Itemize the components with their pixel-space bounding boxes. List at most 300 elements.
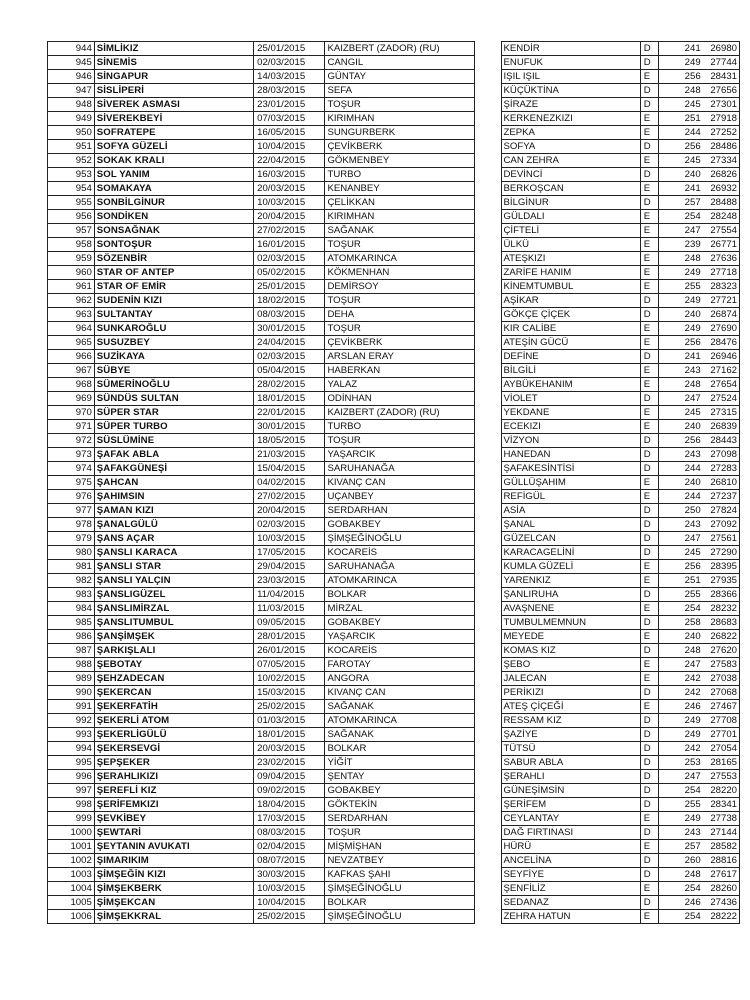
dam-name: VİZYON bbox=[501, 434, 640, 448]
gap-cell bbox=[474, 406, 501, 420]
row-number: 1000 bbox=[48, 826, 95, 840]
gap-cell bbox=[474, 224, 501, 238]
dam-name: KIR CALİBE bbox=[501, 322, 640, 336]
birth-date: 11/04/2015 bbox=[254, 588, 325, 602]
sex-code: D bbox=[640, 56, 658, 70]
horse-name: SİVEREKBEYİ bbox=[94, 112, 253, 126]
table-row bbox=[48, 910, 740, 924]
gap-cell bbox=[474, 812, 501, 826]
gap-cell bbox=[474, 532, 501, 546]
dam-name: ZEPKA bbox=[501, 126, 640, 140]
sex-code: E bbox=[640, 574, 658, 588]
birth-date: 05/02/2015 bbox=[254, 266, 325, 280]
birth-date: 10/03/2015 bbox=[254, 196, 325, 210]
horse-name: SÜPER TURBO bbox=[94, 420, 253, 434]
horse-name: ŞERİFEMKIZI bbox=[94, 798, 253, 812]
horse-name: SİSLİPERİ bbox=[94, 84, 253, 98]
sire-name: TOŞUR bbox=[325, 826, 474, 840]
sire-name: CANGIL bbox=[325, 56, 474, 70]
value-2: 28683 bbox=[703, 616, 740, 630]
dam-name: ÜLKÜ bbox=[501, 238, 640, 252]
horse-name: ŞANS AÇAR bbox=[94, 532, 253, 546]
value-2: 27718 bbox=[703, 266, 740, 280]
dam-name: HANEDAN bbox=[501, 448, 640, 462]
gap-cell bbox=[474, 364, 501, 378]
sire-name: ARSLAN ERAY bbox=[325, 350, 474, 364]
value-1: 246 bbox=[658, 896, 703, 910]
value-2: 27617 bbox=[703, 868, 740, 882]
sire-name: GÖKMENBEY bbox=[325, 154, 474, 168]
birth-date: 21/03/2015 bbox=[254, 448, 325, 462]
gap-cell bbox=[474, 602, 501, 616]
gap-cell bbox=[474, 504, 501, 518]
row-number: 997 bbox=[48, 784, 95, 798]
horse-name: ŞANSLI YALÇIN bbox=[94, 574, 253, 588]
dam-name: GÜLDALI bbox=[501, 210, 640, 224]
value-2: 27524 bbox=[703, 392, 740, 406]
gap-cell bbox=[474, 420, 501, 434]
horse-name: ŞAHIMSIN bbox=[94, 490, 253, 504]
table-row bbox=[48, 588, 740, 602]
value-2: 27708 bbox=[703, 714, 740, 728]
table-row bbox=[48, 42, 740, 56]
row-number: 952 bbox=[48, 154, 95, 168]
table-row bbox=[48, 644, 740, 658]
table-row bbox=[48, 756, 740, 770]
dam-name: BERKOŞCAN bbox=[501, 182, 640, 196]
birth-date: 17/03/2015 bbox=[254, 812, 325, 826]
value-2: 28248 bbox=[703, 210, 740, 224]
value-2: 28260 bbox=[703, 882, 740, 896]
sire-name: GOBAKBEY bbox=[325, 784, 474, 798]
horse-name: SUSUZBEY bbox=[94, 336, 253, 350]
gap-cell bbox=[474, 154, 501, 168]
gap-cell bbox=[474, 70, 501, 84]
row-number: 978 bbox=[48, 518, 95, 532]
sire-name: KAIZBERT (ZADOR) (RU) bbox=[325, 406, 474, 420]
row-number: 989 bbox=[48, 672, 95, 686]
row-number: 994 bbox=[48, 742, 95, 756]
dam-name: DAĞ FIRTINASI bbox=[501, 826, 640, 840]
sire-name: KAIZBERT (ZADOR) (RU) bbox=[325, 42, 474, 56]
birth-date: 25/02/2015 bbox=[254, 700, 325, 714]
birth-date: 08/07/2015 bbox=[254, 854, 325, 868]
value-1: 243 bbox=[658, 448, 703, 462]
birth-date: 10/04/2015 bbox=[254, 896, 325, 910]
value-2: 28488 bbox=[703, 196, 740, 210]
value-2: 27144 bbox=[703, 826, 740, 840]
horse-name: ŞANSLIMİRZAL bbox=[94, 602, 253, 616]
gap-cell bbox=[474, 322, 501, 336]
gap-cell bbox=[474, 756, 501, 770]
sex-code: E bbox=[640, 70, 658, 84]
birth-date: 15/03/2015 bbox=[254, 686, 325, 700]
value-2: 27098 bbox=[703, 448, 740, 462]
sire-name: YAŞARCIK bbox=[325, 630, 474, 644]
dam-name: YEKDANE bbox=[501, 406, 640, 420]
birth-date: 17/05/2015 bbox=[254, 546, 325, 560]
table-row bbox=[48, 476, 740, 490]
table-row bbox=[48, 336, 740, 350]
dam-name: ŞANLIRUHA bbox=[501, 588, 640, 602]
value-2: 28476 bbox=[703, 336, 740, 350]
value-2: 27690 bbox=[703, 322, 740, 336]
gap-cell bbox=[474, 196, 501, 210]
dam-name: ŞERAHLI bbox=[501, 770, 640, 784]
value-2: 26810 bbox=[703, 476, 740, 490]
birth-date: 07/05/2015 bbox=[254, 658, 325, 672]
row-number: 959 bbox=[48, 252, 95, 266]
dam-name: YARENKIZ bbox=[501, 574, 640, 588]
birth-date: 08/03/2015 bbox=[254, 826, 325, 840]
sire-name: GOBAKBEY bbox=[325, 518, 474, 532]
sire-name: BOLKAR bbox=[325, 588, 474, 602]
sex-code: E bbox=[640, 602, 658, 616]
sire-name: BOLKAR bbox=[325, 742, 474, 756]
birth-date: 20/03/2015 bbox=[254, 742, 325, 756]
value-1: 240 bbox=[658, 168, 703, 182]
gap-cell bbox=[474, 700, 501, 714]
row-number: 953 bbox=[48, 168, 95, 182]
sex-code: E bbox=[640, 658, 658, 672]
horse-name: SONTOŞUR bbox=[94, 238, 253, 252]
gap-cell bbox=[474, 42, 501, 56]
gap-cell bbox=[474, 560, 501, 574]
value-1: 245 bbox=[658, 406, 703, 420]
row-number: 960 bbox=[48, 266, 95, 280]
row-number: 977 bbox=[48, 504, 95, 518]
dam-name: KERKENEZKIZI bbox=[501, 112, 640, 126]
dam-name: VİOLET bbox=[501, 392, 640, 406]
birth-date: 20/03/2015 bbox=[254, 182, 325, 196]
value-2: 27918 bbox=[703, 112, 740, 126]
table-row bbox=[48, 700, 740, 714]
value-2: 28431 bbox=[703, 70, 740, 84]
dam-name: PERİKIZI bbox=[501, 686, 640, 700]
value-1: 248 bbox=[658, 252, 703, 266]
gap-cell bbox=[474, 476, 501, 490]
horse-name: SOMAKAYA bbox=[94, 182, 253, 196]
row-number: 969 bbox=[48, 392, 95, 406]
value-1: 241 bbox=[658, 350, 703, 364]
horse-name: ŞERAHLIKIZI bbox=[94, 770, 253, 784]
row-number: 949 bbox=[48, 112, 95, 126]
sex-code: E bbox=[640, 406, 658, 420]
row-number: 984 bbox=[48, 602, 95, 616]
row-number: 957 bbox=[48, 224, 95, 238]
dam-name: SOFYA bbox=[501, 140, 640, 154]
sex-code: D bbox=[640, 462, 658, 476]
sex-code: D bbox=[640, 392, 658, 406]
birth-date: 08/03/2015 bbox=[254, 308, 325, 322]
gap-cell bbox=[474, 854, 501, 868]
row-number: 996 bbox=[48, 770, 95, 784]
dam-name: GÜLLÜŞAHIM bbox=[501, 476, 640, 490]
gap-cell bbox=[474, 56, 501, 70]
birth-date: 23/03/2015 bbox=[254, 574, 325, 588]
table-row bbox=[48, 728, 740, 742]
sex-code: E bbox=[640, 560, 658, 574]
birth-date: 27/02/2015 bbox=[254, 490, 325, 504]
row-number: 987 bbox=[48, 644, 95, 658]
birth-date: 14/03/2015 bbox=[254, 70, 325, 84]
horse-name: SUZİKAYA bbox=[94, 350, 253, 364]
value-2: 27301 bbox=[703, 98, 740, 112]
table-row bbox=[48, 602, 740, 616]
value-2: 27636 bbox=[703, 252, 740, 266]
value-2: 26980 bbox=[703, 42, 740, 56]
horse-name: SÜMERİNOĞLU bbox=[94, 378, 253, 392]
sire-name: SAĞANAK bbox=[325, 224, 474, 238]
birth-date: 02/03/2015 bbox=[254, 56, 325, 70]
table-row bbox=[48, 532, 740, 546]
horse-name: ŞEHZADECAN bbox=[94, 672, 253, 686]
sex-code: E bbox=[640, 840, 658, 854]
sire-name: KAFKAS ŞAHI bbox=[325, 868, 474, 882]
value-1: 254 bbox=[658, 210, 703, 224]
gap-cell bbox=[474, 770, 501, 784]
row-number: 973 bbox=[48, 448, 95, 462]
value-2: 27334 bbox=[703, 154, 740, 168]
birth-date: 16/03/2015 bbox=[254, 168, 325, 182]
sire-name: SAĞANAK bbox=[325, 728, 474, 742]
sex-code: E bbox=[640, 812, 658, 826]
sire-name: GÖKTEKİN bbox=[325, 798, 474, 812]
horse-name: ŞEKERLİ ATOM bbox=[94, 714, 253, 728]
sire-name: TURBO bbox=[325, 420, 474, 434]
birth-date: 02/03/2015 bbox=[254, 350, 325, 364]
value-1: 239 bbox=[658, 238, 703, 252]
value-2: 27162 bbox=[703, 364, 740, 378]
sire-name: SERDARHAN bbox=[325, 812, 474, 826]
value-1: 245 bbox=[658, 546, 703, 560]
birth-date: 02/03/2015 bbox=[254, 252, 325, 266]
dam-name: AVAŞNENE bbox=[501, 602, 640, 616]
value-2: 27583 bbox=[703, 658, 740, 672]
sire-name: ATOMKARINCA bbox=[325, 252, 474, 266]
value-2: 28816 bbox=[703, 854, 740, 868]
sex-code: D bbox=[640, 770, 658, 784]
row-number: 983 bbox=[48, 588, 95, 602]
sire-name: ODİNHAN bbox=[325, 392, 474, 406]
birth-date: 10/02/2015 bbox=[254, 672, 325, 686]
horse-name: ŞEKERCAN bbox=[94, 686, 253, 700]
table-row bbox=[48, 406, 740, 420]
sex-code: D bbox=[640, 868, 658, 882]
gap-cell bbox=[474, 182, 501, 196]
sex-code: D bbox=[640, 504, 658, 518]
table-row bbox=[48, 434, 740, 448]
sex-code: D bbox=[640, 518, 658, 532]
horse-name: SUNKAROĞLU bbox=[94, 322, 253, 336]
sex-code: D bbox=[640, 448, 658, 462]
horse-name: STAR OF ANTEP bbox=[94, 266, 253, 280]
gap-cell bbox=[474, 210, 501, 224]
gap-cell bbox=[474, 490, 501, 504]
table-row bbox=[48, 378, 740, 392]
sex-code: D bbox=[640, 168, 658, 182]
table-row bbox=[48, 420, 740, 434]
sex-code: E bbox=[640, 210, 658, 224]
horse-name: SUDENİN KIZI bbox=[94, 294, 253, 308]
value-2: 28395 bbox=[703, 560, 740, 574]
value-1: 240 bbox=[658, 308, 703, 322]
horse-name: ŞANSLI STAR bbox=[94, 560, 253, 574]
sire-name: GOBAKBEY bbox=[325, 616, 474, 630]
sire-name: GÜNTAY bbox=[325, 70, 474, 84]
value-2: 27467 bbox=[703, 700, 740, 714]
dam-name: ŞİRAZE bbox=[501, 98, 640, 112]
birth-date: 30/01/2015 bbox=[254, 322, 325, 336]
birth-date: 20/04/2015 bbox=[254, 210, 325, 224]
sex-code: D bbox=[640, 896, 658, 910]
dam-name: GÖKÇE ÇİÇEK bbox=[501, 308, 640, 322]
value-1: 244 bbox=[658, 462, 703, 476]
horse-name: SÜNDÜS SULTAN bbox=[94, 392, 253, 406]
sex-code: E bbox=[640, 420, 658, 434]
row-number: 963 bbox=[48, 308, 95, 322]
horse-name: ŞİMŞEKKRAL bbox=[94, 910, 253, 924]
gap-cell bbox=[474, 784, 501, 798]
value-2: 27824 bbox=[703, 504, 740, 518]
value-1: 256 bbox=[658, 70, 703, 84]
sex-code: E bbox=[640, 700, 658, 714]
row-number: 947 bbox=[48, 84, 95, 98]
sire-name: ÇELİKKAN bbox=[325, 196, 474, 210]
birth-date: 24/04/2015 bbox=[254, 336, 325, 350]
gap-cell bbox=[474, 308, 501, 322]
sex-code: D bbox=[640, 532, 658, 546]
dam-name: CEYLANTAY bbox=[501, 812, 640, 826]
row-number: 992 bbox=[48, 714, 95, 728]
horse-name: SOL YANIM bbox=[94, 168, 253, 182]
value-1: 258 bbox=[658, 616, 703, 630]
row-number: 965 bbox=[48, 336, 95, 350]
value-2: 27561 bbox=[703, 532, 740, 546]
row-number: 998 bbox=[48, 798, 95, 812]
value-1: 246 bbox=[658, 700, 703, 714]
value-1: 253 bbox=[658, 756, 703, 770]
birth-date: 18/04/2015 bbox=[254, 798, 325, 812]
row-number: 967 bbox=[48, 364, 95, 378]
birth-date: 22/04/2015 bbox=[254, 154, 325, 168]
sire-name: ATOMKARINCA bbox=[325, 574, 474, 588]
dam-name: ŞAZİYE bbox=[501, 728, 640, 742]
dam-name: KOMAS KIZ bbox=[501, 644, 640, 658]
dam-name: JALECAN bbox=[501, 672, 640, 686]
value-2: 27038 bbox=[703, 672, 740, 686]
sire-name: KIVANÇ CAN bbox=[325, 476, 474, 490]
horse-name: SONSAĞNAK bbox=[94, 224, 253, 238]
sire-name: SARUHANAĞA bbox=[325, 560, 474, 574]
birth-date: 25/01/2015 bbox=[254, 280, 325, 294]
table-row bbox=[48, 770, 740, 784]
dam-name: CAN ZEHRA bbox=[501, 154, 640, 168]
dam-name: ATEŞ ÇİÇEĞİ bbox=[501, 700, 640, 714]
birth-date: 02/03/2015 bbox=[254, 518, 325, 532]
dam-name: HÜRÜ bbox=[501, 840, 640, 854]
horse-name: ŞAMAN KIZI bbox=[94, 504, 253, 518]
gap-cell bbox=[474, 336, 501, 350]
value-1: 256 bbox=[658, 140, 703, 154]
gap-cell bbox=[474, 238, 501, 252]
gap-cell bbox=[474, 546, 501, 560]
value-1: 249 bbox=[658, 728, 703, 742]
value-2: 26826 bbox=[703, 168, 740, 182]
value-1: 254 bbox=[658, 602, 703, 616]
value-1: 243 bbox=[658, 826, 703, 840]
value-1: 260 bbox=[658, 854, 703, 868]
value-1: 247 bbox=[658, 658, 703, 672]
dam-name: GÜZELCAN bbox=[501, 532, 640, 546]
sex-code: D bbox=[640, 728, 658, 742]
sex-code: E bbox=[640, 266, 658, 280]
birth-date: 25/02/2015 bbox=[254, 910, 325, 924]
table-row bbox=[48, 140, 740, 154]
horse-name: SÜSLÜMİNE bbox=[94, 434, 253, 448]
gap-cell bbox=[474, 644, 501, 658]
dam-name: TUMBULMEMNUN bbox=[501, 616, 640, 630]
sex-code: D bbox=[640, 42, 658, 56]
gap-cell bbox=[474, 350, 501, 364]
gap-cell bbox=[474, 826, 501, 840]
value-2: 28582 bbox=[703, 840, 740, 854]
dam-name: SABUR ABLA bbox=[501, 756, 640, 770]
sex-code: D bbox=[640, 308, 658, 322]
horse-name: SÜPER STAR bbox=[94, 406, 253, 420]
table-row bbox=[48, 672, 740, 686]
table-row bbox=[48, 616, 740, 630]
birth-date: 29/04/2015 bbox=[254, 560, 325, 574]
birth-date: 02/04/2015 bbox=[254, 840, 325, 854]
dam-name: SEYFİYE bbox=[501, 868, 640, 882]
dam-name: KUMLA GÜZELİ bbox=[501, 560, 640, 574]
value-1: 256 bbox=[658, 434, 703, 448]
dam-name: KENDİR bbox=[501, 42, 640, 56]
value-1: 257 bbox=[658, 196, 703, 210]
gap-cell bbox=[474, 434, 501, 448]
table-row bbox=[48, 350, 740, 364]
birth-date: 10/04/2015 bbox=[254, 140, 325, 154]
row-number: 975 bbox=[48, 476, 95, 490]
dam-name: AYBÜKEHANIM bbox=[501, 378, 640, 392]
value-2: 28232 bbox=[703, 602, 740, 616]
sex-code: E bbox=[640, 910, 658, 924]
gap-cell bbox=[474, 686, 501, 700]
value-1: 245 bbox=[658, 154, 703, 168]
table-row bbox=[48, 868, 740, 882]
table-row bbox=[48, 742, 740, 756]
row-number: 955 bbox=[48, 196, 95, 210]
table-row bbox=[48, 490, 740, 504]
sex-code: D bbox=[640, 784, 658, 798]
value-2: 28220 bbox=[703, 784, 740, 798]
sex-code: E bbox=[640, 476, 658, 490]
horse-name: SİMLİKIZ bbox=[94, 42, 253, 56]
birth-date: 23/01/2015 bbox=[254, 98, 325, 112]
table-row bbox=[48, 560, 740, 574]
dam-name: ŞANAL bbox=[501, 518, 640, 532]
gap-cell bbox=[474, 84, 501, 98]
horse-name: ŞANŞİMŞEK bbox=[94, 630, 253, 644]
table-row bbox=[48, 546, 740, 560]
dam-name: REFİGÜL bbox=[501, 490, 640, 504]
row-number: 980 bbox=[48, 546, 95, 560]
birth-date: 09/02/2015 bbox=[254, 784, 325, 798]
gap-cell bbox=[474, 280, 501, 294]
gap-cell bbox=[474, 98, 501, 112]
value-1: 249 bbox=[658, 266, 703, 280]
